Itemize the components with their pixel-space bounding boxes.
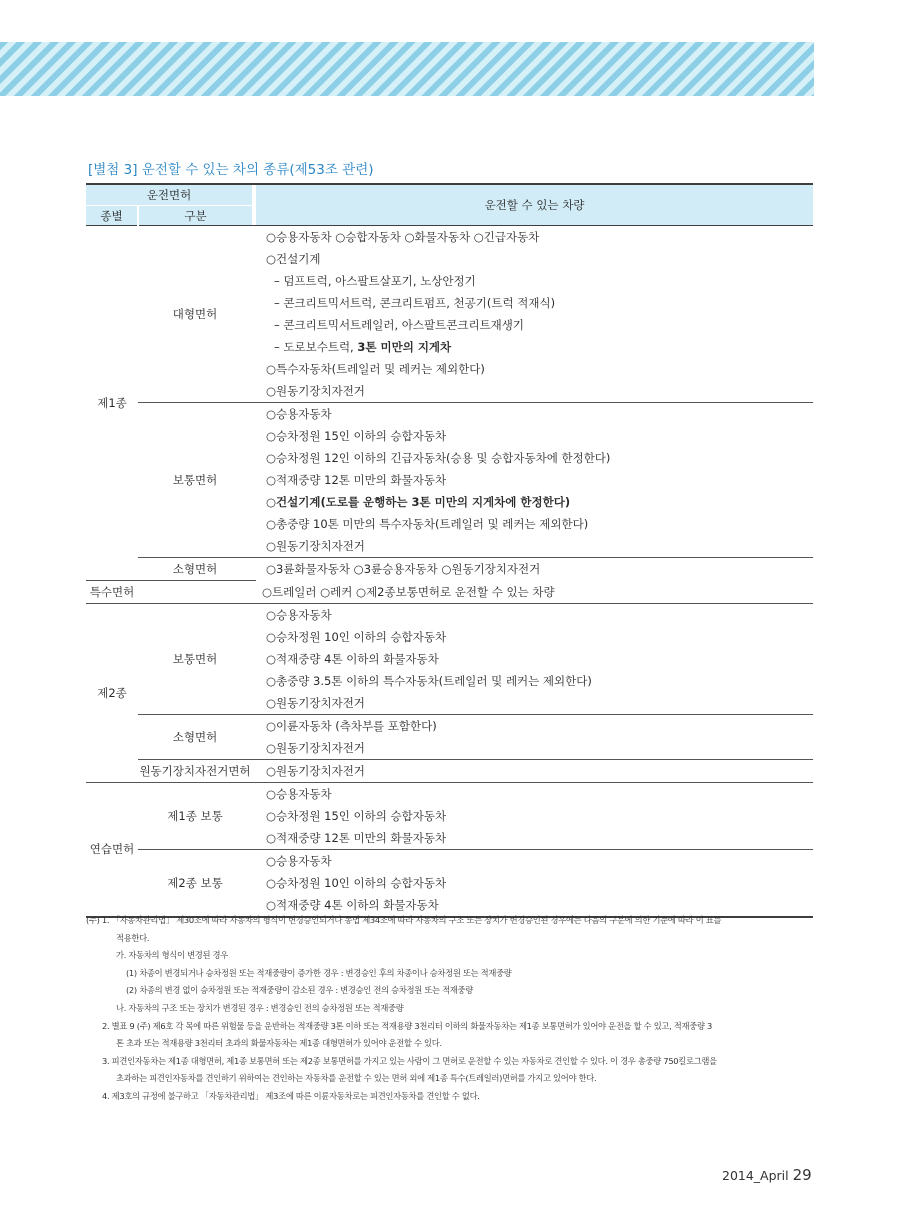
group-practice: 연습면허: [86, 782, 138, 917]
vehicle-line: [256, 336, 813, 358]
category-normal-1: 보통면허: [138, 403, 252, 558]
category-moped: 원동기장치자전거면허: [138, 759, 252, 782]
license-table: [86, 183, 813, 918]
vehicle-line: ○승용자동차: [256, 403, 813, 426]
note-line: 초과하는 피견인자동차를 견인하기 위하여는 견인하는 자동차를 운전할 수 있는 면허 외에 제1종 특수(트레일러)면허를 가지고 있어야 한다.: [116, 1073, 597, 1084]
vehicle-line: ○승차정원 10인 이하의 승합자동차: [266, 629, 447, 644]
header-type: 종별: [86, 206, 138, 226]
header-license: 운전면허: [86, 184, 252, 206]
vehicle-line: ○총중량 10톤 미만의 특수자동차(트레일러 및 레커는 제외한다): [266, 517, 589, 531]
vehicle-line: – 덤프트럭, 아스팔트살포기, 노상안정기: [274, 274, 476, 288]
vehicle-line: ○건설기계(도로를 운행하는 3톤 미만의 지게차에 한정한다): [266, 495, 571, 509]
vehicle-line: ○이륜자동차 (측차부를 포함한다): [256, 714, 813, 737]
page-number: 29: [792, 1166, 812, 1184]
vehicle-line: ○승차정원 15인 이하의 승합자동차: [266, 429, 447, 443]
vehicle-text: – 도로보수트럭,: [274, 340, 358, 354]
header-banner: [0, 42, 814, 96]
note-line: (1) 차종이 변경되거나 승차정원 또는 적재중량이 증가한 경우 : 변경승인 후의 차종이나 승차정원 또는 적재중량: [126, 967, 512, 978]
note-line: 3. 피견인자동차는 제1종 대형면허, 제1종 보통면허 또는 제2종 보통면허를 가지고 있는 사람이 그 면허로 운전할 수 있는 자동차로 견인할 수 있다. 이 경우 총중량 750킬로그램을: [102, 1055, 717, 1066]
vehicle-text-bold: 3톤 미만의 지게차: [357, 340, 452, 354]
vehicle-line: ○승차정원 15인 이하의 승합자동차: [266, 808, 447, 823]
category-large: 대형면허: [138, 226, 252, 403]
category-special: 특수면허: [86, 580, 138, 603]
vehicle-line: ○승용자동차 ○승합자동차 ○화물자동차 ○긴급자동차: [256, 226, 813, 249]
vehicle-line: ○적재중량 4톤 이하의 화물자동차: [256, 894, 813, 917]
category-small-2: 소형면허: [138, 714, 252, 759]
vehicle-line: ○적재중량 4톤 이하의 화물자동차: [266, 651, 439, 666]
vehicle-line: ○원동기장치자전거: [266, 539, 365, 553]
note-line: (2) 차종의 변경 없이 승차정원 또는 적재중량이 감소된 경우 : 변경승인 전의 승차정원 또는 적재중량: [126, 985, 473, 996]
vehicle-line: ○승용자동차: [256, 849, 813, 872]
vehicle-line: ○승용자동차: [256, 603, 813, 626]
vehicle-line: ○원동기장치자전거: [266, 740, 365, 755]
vehicle-line: ○적재중량 12톤 미만의 화물자동차: [266, 830, 447, 845]
vehicle-line: ○승용자동차: [256, 782, 813, 805]
header-vehicles: 운전할 수 있는 차량: [256, 184, 813, 226]
vehicle-line: – 콘크리트믹서트레일러, 아스팔트콘크리트재생기: [274, 318, 525, 332]
note-line: 가. 자동차의 형식이 변경된 경우: [116, 950, 228, 961]
page-footer: [722, 1166, 812, 1184]
vehicle-line: ○원동기장치자전거: [256, 759, 813, 782]
note-line: (주) 1. 「자동차관리법」 제30조에 따라 자동차의 형식이 변경승인되거나 동법 제34조에 따라 자동차의 구조 또는 장치가 변경승인된 경우에는 다음의 구분에 의한 기준에 따라 이 표를: [86, 915, 722, 925]
vehicle-line: ○원동기장치자전거: [266, 384, 365, 398]
vehicle-line: ○트레일러 ○레커 ○제2종보통면허로 운전할 수 있는 차량: [252, 580, 256, 603]
vehicle-line: – 콘크리트믹서트럭, 콘크리트펌프, 천공기(트럭 적재식): [274, 296, 556, 310]
category-practice-2: 제2종 보통: [138, 849, 252, 917]
vehicle-line: ○승차정원 12인 이하의 긴급자동차(승용 및 승합자동차에 한정한다): [266, 451, 611, 465]
note-line: 2. 별표 9 (주) 제6호 각 목에 따른 위험물 등을 운반하는 적재중량 3톤 이하 또는 적재용량 3천리터 이하의 화물자동차는 제1종 보통면허가 있어야 운전을 할 수 있고, 적재중량 3: [102, 1020, 712, 1031]
category-practice-1: 제1종 보통: [138, 782, 252, 849]
vehicle-line: ○원동기장치자전거: [266, 695, 365, 710]
vehicle-line: ○적재중량 12톤 미만의 화물자동차: [266, 473, 447, 487]
category-small-1: 소형면허: [138, 558, 252, 581]
vehicle-line: ○특수자동차(트레일러 및 레커는 제외한다): [266, 362, 485, 376]
footer-date: 2014_April: [722, 1168, 789, 1183]
table-notes: [86, 912, 814, 1106]
vehicle-line: ○건설기계: [266, 252, 321, 266]
group-type-1: 제1종: [86, 226, 138, 581]
note-line: 적용한다.: [116, 932, 150, 943]
note-line: 나. 자동차의 구조 또는 장치가 변경된 경우 : 변경승인 전의 승차정원 또는 적재중량: [116, 1002, 404, 1013]
vehicle-line: ○승차정원 10인 이하의 승합자동차: [266, 875, 447, 890]
page-title: [별첨 3] 운전할 수 있는 차의 종류(제53조 관련): [88, 162, 374, 178]
vehicle-line: ○총중량 3.5톤 이하의 특수자동차(트레일러 및 레커는 제외한다): [266, 673, 592, 688]
vehicle-line: ○3륜화물자동차 ○3륜승용자동차 ○원동기장치자전거: [256, 558, 813, 581]
group-type-2: 제2종: [86, 603, 138, 782]
note-line: 4. 제3호의 규정에 불구하고 「자동차관리법」 제3조에 따른 이륜자동차로는 피견인자동차를 견인할 수 없다.: [102, 1090, 480, 1101]
header-category: 구분: [138, 206, 252, 226]
note-line: 톤 초과 또는 적재용량 3천리터 초과의 화물자동차는 제1종 대형면허가 있어야 운전할 수 있다.: [116, 1038, 442, 1049]
category-normal-2: 보통면허: [138, 603, 252, 714]
